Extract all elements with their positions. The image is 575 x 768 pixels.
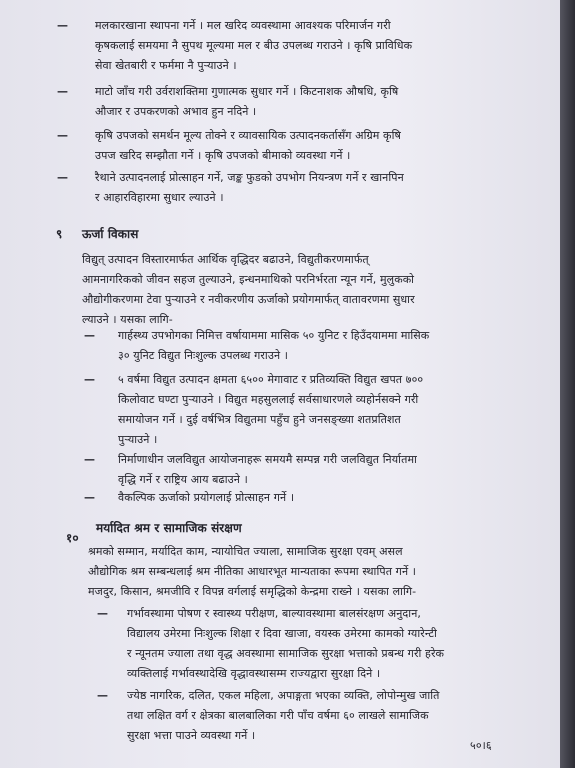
text-line: तथा लक्षित वर्ग र क्षेत्रका बालबालिका गरी पाँच वर्षमा ६० लाखले सामाजिक (127, 709, 429, 722)
bullet-dash: — (84, 329, 96, 342)
bullet-dash: — (57, 129, 69, 142)
section-intro (88, 542, 528, 602)
text-line: ज्येष्ठ नागरिक, दलित, एकल महिला, अपाङ्गता भएका व्यक्ति, लोपोन्मुख जाति (127, 689, 440, 702)
text-line: गार्हस्थ्य उपभोगका निमित्त वर्षायाममा मासिक ५० युनिट र हिउँदयाममा मासिक (118, 329, 430, 342)
text-line: र आहारविहारमा सुधार ल्याउने । (95, 191, 224, 204)
section-title: मर्यादित श्रम र सामाजिक संरक्षण (96, 521, 242, 535)
text-line: सुरक्षा भत्ता पाउने व्यवस्था गर्ने । (127, 729, 256, 742)
text-line: निर्माणाधीन जलविद्युत आयोजनाहरू समयमै सम्पन्न गरी जलविद्युत निर्यातमा (118, 453, 417, 466)
text-line: उपज खरिद सम्झौता गर्ने । कृषि उपजको बीमाको व्यवस्था गर्ने । (95, 149, 351, 162)
bullet-dash: — (97, 689, 109, 702)
text-line: वृद्धि गर्ने र राष्ट्रिय आय बढाउने । (118, 473, 248, 486)
text-line: मजदुर, किसान, श्रमजीवि र विपन्न वर्गलाई समृद्धिको केन्द्रमा राख्ने । यसका लागि- (88, 585, 417, 598)
bullet-dash: — (57, 19, 69, 32)
text-line: ५ वर्षमा विद्युत उत्पादन क्षमता ६५०० मेगावाट र प्रतिव्यक्ति विद्युत खपत ७०० (118, 373, 424, 386)
bullet-dash: — (84, 453, 96, 466)
section-number: १० (66, 531, 79, 545)
list-item (57, 168, 515, 208)
text-line: रैथाने उत्पादनलाई प्रोत्साहन गर्ने, जङ्क फुडको उपभोग नियन्त्रण गर्ने र खानपिन (95, 171, 404, 184)
list-item (97, 686, 517, 746)
bullet-dash: — (84, 373, 96, 386)
text-line: गर्भावस्थामा पोषण र स्वास्थ्य परीक्षण, बाल्यावस्थामा बालसंरक्षण अनुदान, (127, 607, 422, 620)
text-line: कृषकलाई समयमा नै सुपथ मूल्यमा मल र बीउ उपलब्ध गराउने । कृषि प्राविधिक (95, 39, 413, 52)
text-line: श्रमको सम्मान, मर्यादित काम, न्यायोचित ज्याला, सामाजिक सुरक्षा एवम् असल (88, 545, 403, 558)
text-line: औद्योगीकरणमा टेवा पुऱ्याउने र नवीकरणीय ऊर्जाको प्रयोगमार्फत् वातावरणमा सुधार (82, 293, 415, 306)
list-item (57, 16, 515, 76)
text-line: पुऱ्याउने । (118, 433, 158, 446)
text-line: व्यक्तिलाई गर्भावस्थादेखि वृद्धावस्थासम्म राज्यद्वारा सुरक्षा दिने । (127, 667, 381, 680)
text-line: मलकारखाना स्थापना गर्ने । मल खरिद व्यवस्थामा आवश्यक परिमार्जन गरी (95, 19, 391, 32)
list-item (97, 604, 517, 684)
list-item (57, 126, 515, 166)
text-line: वैकल्पिक ऊर्जाको प्रयोगलाई प्रोत्साहन गर्ने । (118, 491, 295, 504)
list-item (84, 370, 518, 450)
text-line: कृषि उपजको समर्थन मूल्य तोक्ने र व्यावसायिक उत्पादनकर्तासँग अग्रिम कृषि (95, 129, 401, 142)
section-number: ९ (56, 227, 63, 241)
section-intro (82, 250, 522, 330)
text-line: ल्याउने । यसका लागि- (82, 313, 173, 326)
bullet-dash: — (57, 171, 69, 184)
list-item (57, 82, 515, 122)
list-item (84, 450, 518, 490)
page-number: ५०।६ (470, 739, 492, 752)
text-line: माटो जाँच गरी उर्वराशक्तिमा गुणात्मक सुधार गर्ने । किटनाशक औषधि, कृषि (95, 85, 399, 98)
text-line: विद्युत् उत्पादन विस्तारमार्फत आर्थिक वृद्धिदर बढाउने, विद्युतीकरणमार्फत् (82, 253, 369, 266)
bullet-dash: — (97, 607, 109, 620)
text-line: औद्योगिक श्रम सम्बन्धलाई श्रम नीतिका आधारभूत मान्यताका रूपमा स्थापित गर्ने । (88, 565, 417, 578)
text-line: औजार र उपकरणको अभाव हुन नदिने । (95, 105, 257, 118)
section-title: ऊर्जा विकास (82, 227, 139, 241)
text-line: आमनागरिकको जीवन सहज तुल्याउने, इन्धनमाथिको परनिर्भरता न्यून गर्ने, मुलुकको (82, 273, 415, 286)
book-spine (560, 0, 575, 768)
text-line: र न्यूनतम ज्याला तथा वृद्ध अवस्थामा सामाजिक सुरक्षा भत्ताको प्रबन्ध गरी हरेक (127, 647, 445, 660)
list-item (84, 326, 518, 366)
text-line: समायोजन गर्ने । दुई वर्षभित्र विद्युतमा पहुँच हुने जनसङ्ख्या शतप्रतिशत (118, 413, 401, 426)
text-line: ३० युनिट विद्युत निःशुल्क उपलब्ध गराउने । (118, 349, 289, 362)
text-line: सेवा खेतबारी र फर्ममा नै पुऱ्याउने । (95, 59, 237, 72)
text-line: विद्यालय उमेरमा निःशुल्क शिक्षा र दिवा खाजा, वयस्क उमेरमा कामको ग्यारेन्टी (127, 627, 437, 640)
bullet-dash: — (57, 85, 69, 98)
list-item (84, 488, 518, 508)
text-line: किलोवाट घण्टा पुऱ्याउने । विद्युत महसुललाई सर्वसाधारणले व्यहोर्नसक्ने गरी (118, 393, 419, 406)
bullet-dash: — (84, 491, 96, 504)
